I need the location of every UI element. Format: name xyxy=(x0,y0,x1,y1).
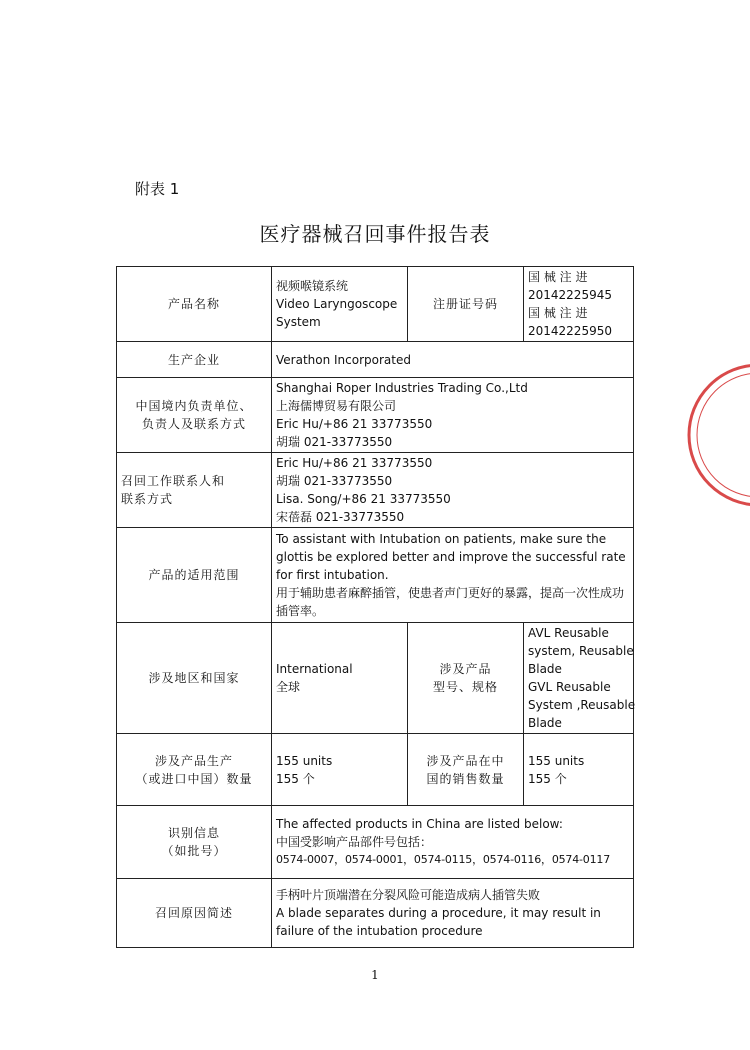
model-line: AVL Reusable xyxy=(528,626,609,640)
domestic-contact-line: 上海儒博贸易有限公司 xyxy=(276,399,397,413)
part-numbers: 0574-0007，0574-0001，0574-0115，0574-0116，0574-0117 xyxy=(276,853,610,866)
quantity-label-line: （或进口中国）数量 xyxy=(135,771,253,786)
identification-label xyxy=(117,806,272,879)
scope-label: 产品的适用范围 xyxy=(117,528,272,623)
row-scope xyxy=(117,528,634,623)
identification-label-line: 识别信息 xyxy=(167,826,220,840)
registration-line: 国 械 注 进 xyxy=(528,270,588,284)
identification-line: 中国受影响产品部件号包括： xyxy=(276,835,433,849)
recall-contact-label-line: 召回工作联系人和 xyxy=(121,474,226,488)
scope-text-en: To assistant with Intubation on patients, make sure the glottis be explored better and improve the successful rate for first intubation. xyxy=(276,532,626,582)
domestic-contact-value xyxy=(272,378,634,453)
registration-line: 国 械 注 进 xyxy=(528,306,588,320)
recall-contact-label-line: 联系方式 xyxy=(121,492,174,506)
region-value xyxy=(272,623,408,734)
model-label-line: 型号、规格 xyxy=(432,680,498,694)
sales-value xyxy=(524,734,634,806)
model-label xyxy=(408,623,524,734)
product-name-line: 视频喉镜系统 xyxy=(276,279,349,293)
attachment-label: 附表 1 xyxy=(135,180,180,198)
reason-value xyxy=(272,879,634,948)
row-region xyxy=(117,623,634,734)
model-label-line: 涉及产品 xyxy=(439,662,492,676)
region-label: 涉及地区和国家 xyxy=(117,623,272,734)
reason-text-cn: 手柄叶片顶端潜在分裂风险可能造成病人插管失败 xyxy=(276,888,541,902)
recall-contact-value xyxy=(272,453,634,528)
reason-text-en: A blade separates during a procedure, it may result in failure of the intubation procedure xyxy=(276,906,601,938)
row-reason xyxy=(117,879,634,948)
page-number: 1 xyxy=(371,968,379,982)
reason-label: 召回原因简述 xyxy=(117,879,272,948)
sales-line: 155 个 xyxy=(528,771,567,786)
recall-contact-line: 胡瑞 021-33773550 xyxy=(276,474,393,488)
identification-value xyxy=(272,806,634,879)
quantity-value xyxy=(272,734,408,806)
model-line: GVL Reusable xyxy=(528,680,611,694)
sales-label-line: 涉及产品在中 xyxy=(426,753,505,768)
registration-number: 20142225945 xyxy=(528,288,612,302)
scope-value xyxy=(272,528,634,623)
domestic-contact-label-line: 负责人及联系方式 xyxy=(141,417,246,431)
manufacturer-label: 生产企业 xyxy=(117,342,272,378)
page-title: 医疗器械召回事件报告表 xyxy=(259,222,491,246)
scope-text-cn: 用于辅助患者麻醉插管，使患者声门更好的暴露，提高一次性成功插管率。 xyxy=(276,586,625,618)
quantity-line: 155 units xyxy=(276,753,333,768)
model-line: System ,Reusable xyxy=(528,698,636,712)
region-line: 全球 xyxy=(276,680,301,694)
sales-line: 155 units xyxy=(528,753,585,768)
quantity-label xyxy=(117,734,272,806)
domestic-contact-line: Eric Hu/+86 21 33773550 xyxy=(276,417,433,431)
domestic-contact-line: 胡瑞 021-33773550 xyxy=(276,435,393,449)
model-line: Blade xyxy=(528,662,562,676)
region-line: International xyxy=(276,662,353,676)
product-name-label: 产品名称 xyxy=(117,267,272,342)
recall-report-table xyxy=(116,266,634,948)
sales-label xyxy=(408,734,524,806)
model-value xyxy=(524,623,634,734)
recall-contact-line: Lisa. Song/+86 21 33773550 xyxy=(276,492,451,506)
domestic-contact-line: Shanghai Roper Industries Trading Co.,Ltd xyxy=(276,381,528,395)
model-line: system, Reusable xyxy=(528,644,634,658)
row-product-name xyxy=(117,267,634,342)
identification-line: The affected products in China are listed below: xyxy=(276,817,563,831)
domestic-contact-label xyxy=(117,378,272,453)
company-seal-icon xyxy=(684,360,750,510)
product-name-value xyxy=(272,267,408,342)
recall-contact-line: Eric Hu/+86 21 33773550 xyxy=(276,456,433,470)
row-manufacturer xyxy=(117,342,634,378)
quantity-label-line: 涉及产品生产 xyxy=(154,753,233,768)
row-quantity xyxy=(117,734,634,806)
registration-label: 注册证号码 xyxy=(408,267,524,342)
product-name-line: System xyxy=(276,315,321,329)
recall-contact-line: 宋蓓磊 021-33773550 xyxy=(276,510,405,524)
row-recall-contact xyxy=(117,453,634,528)
quantity-line: 155 个 xyxy=(276,771,315,786)
model-line: Blade xyxy=(528,716,562,730)
row-identification xyxy=(117,806,634,879)
manufacturer-value: Verathon Incorporated xyxy=(272,342,634,378)
product-name-line: Video Laryngoscope xyxy=(276,297,398,311)
registration-value xyxy=(524,267,634,342)
recall-contact-label xyxy=(117,453,272,528)
sales-label-line: 国的销售数量 xyxy=(426,771,505,786)
identification-label-line: （如批号） xyxy=(161,844,227,858)
registration-number: 20142225950 xyxy=(528,324,612,338)
domestic-contact-label-line: 中国境内负责单位、 xyxy=(135,399,253,413)
row-domestic-contact xyxy=(117,378,634,453)
